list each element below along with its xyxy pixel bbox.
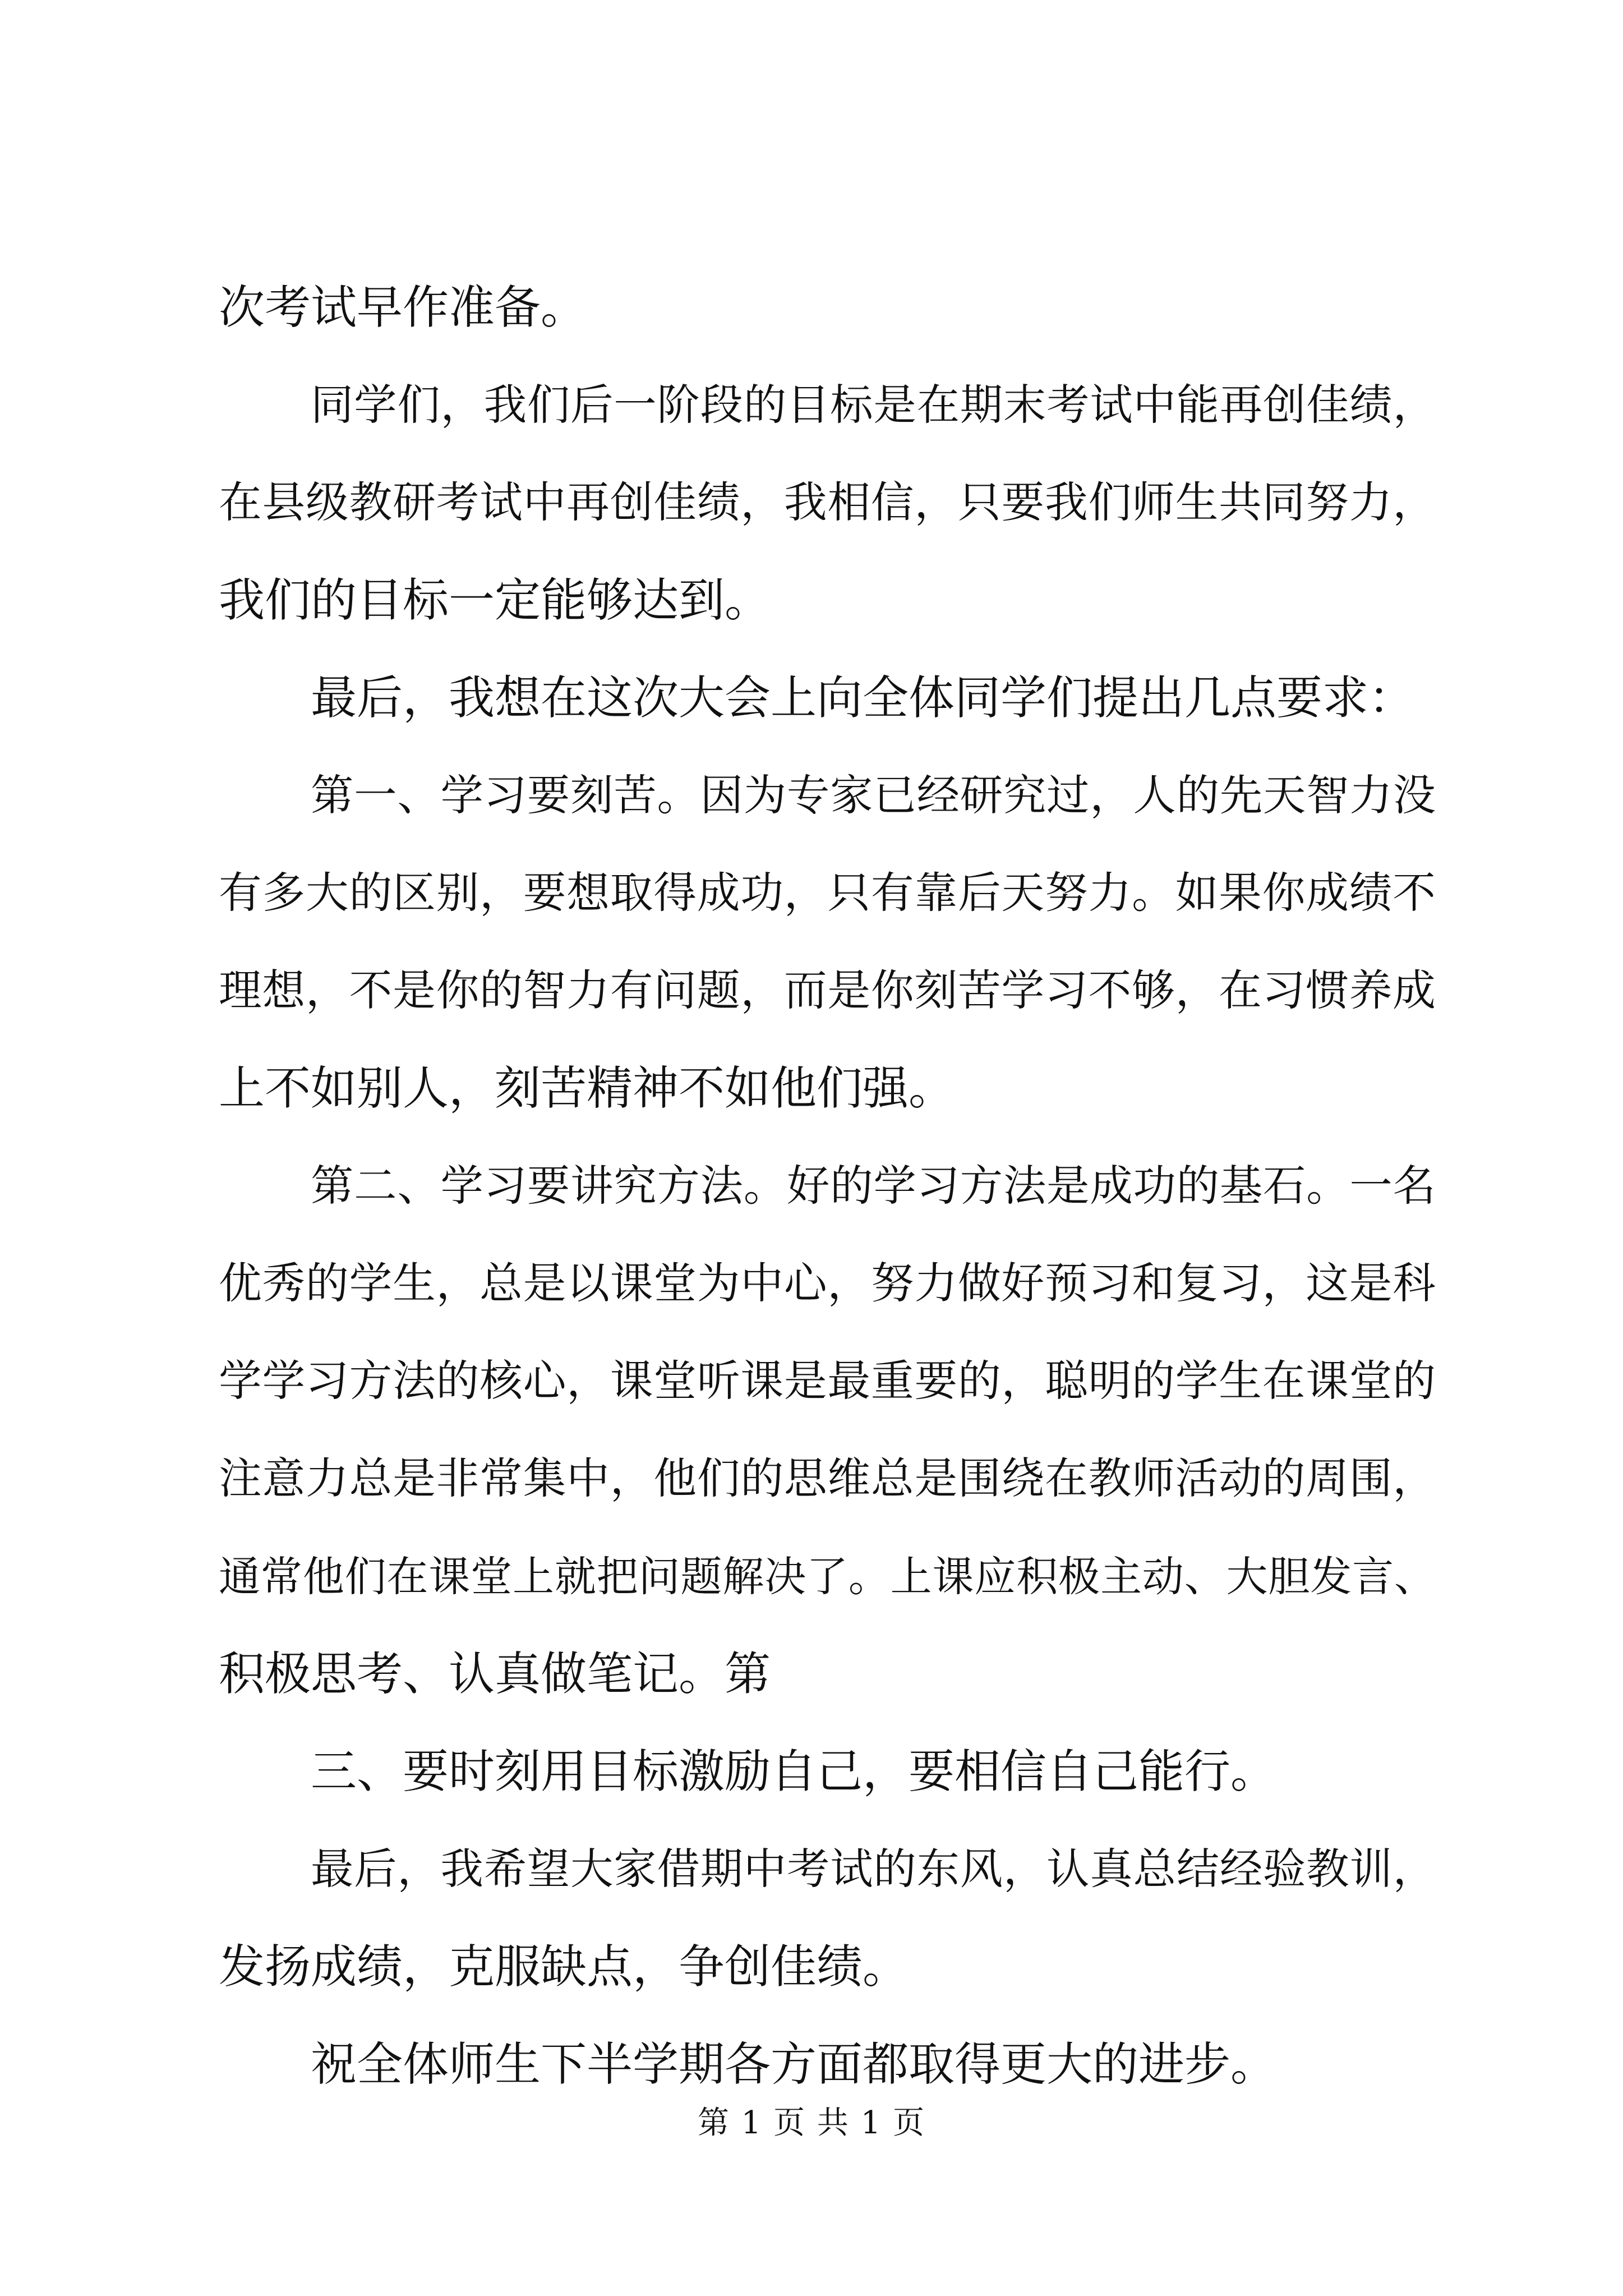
text-line: 同学们，我们后一阶段的目标是在期末考试中能再创佳绩， (311, 380, 1436, 430)
text-line: 积极思考、认真做笔记。第 (219, 1648, 771, 1701)
text-line: 在县级教研考试中再创佳绩，我相信，只要我们师生共同努力， (219, 478, 1436, 528)
document-body (219, 259, 1436, 2114)
text-line: 学学习方法的核心，课堂听课是最重要的，聪明的学生在课堂的 (219, 1356, 1436, 1406)
text-line: 上不如别人，刻苦精神不如他们强。 (219, 1062, 955, 1115)
text-line: 我们的目标一定能够达到。 (219, 574, 771, 627)
text-line: 第二、学习要讲究方法。好的学习方法是成功的基石。一名 (311, 1161, 1436, 1211)
text-line: 最后，我想在这次大会上向全体同学们提出几点要求： (311, 671, 1415, 725)
text-line: 第一、学习要刻苦。因为专家已经研究过，人的先天智力没 (311, 771, 1436, 821)
text-line: 祝全体师生下半学期各方面都取得更大的进步。 (311, 2038, 1277, 2091)
text-line: 优秀的学生，总是以课堂为中心，努力做好预习和复习，这是科 (219, 1259, 1436, 1309)
text-line: 理想，不是你的智力有问题，而是你刻苦学习不够，在习惯养成 (219, 966, 1436, 1016)
page-number-footer: 第 1 页 共 1 页 (697, 2105, 926, 2141)
text-line: 通常他们在课堂上就把问题解决了。上课应积极主动、大胆发言、 (219, 1553, 1436, 1601)
text-line: 有多大的区别，要想取得成功，只有靠后天努力。如果你成绩不 (219, 868, 1436, 918)
text-line: 三、要时刻用目标激励自己，要相信自己能行。 (311, 1745, 1277, 1798)
text-line: 注意力总是非常集中，他们的思维总是围绕在教师活动的周围， (219, 1454, 1436, 1504)
text-line: 发扬成绩，克服缺点，争创佳绩。 (219, 1940, 909, 1994)
text-line: 最后，我希望大家借期中考试的东风，认真总结经验教训， (311, 1844, 1436, 1894)
text-line: 次考试早作准备。 (219, 281, 587, 334)
